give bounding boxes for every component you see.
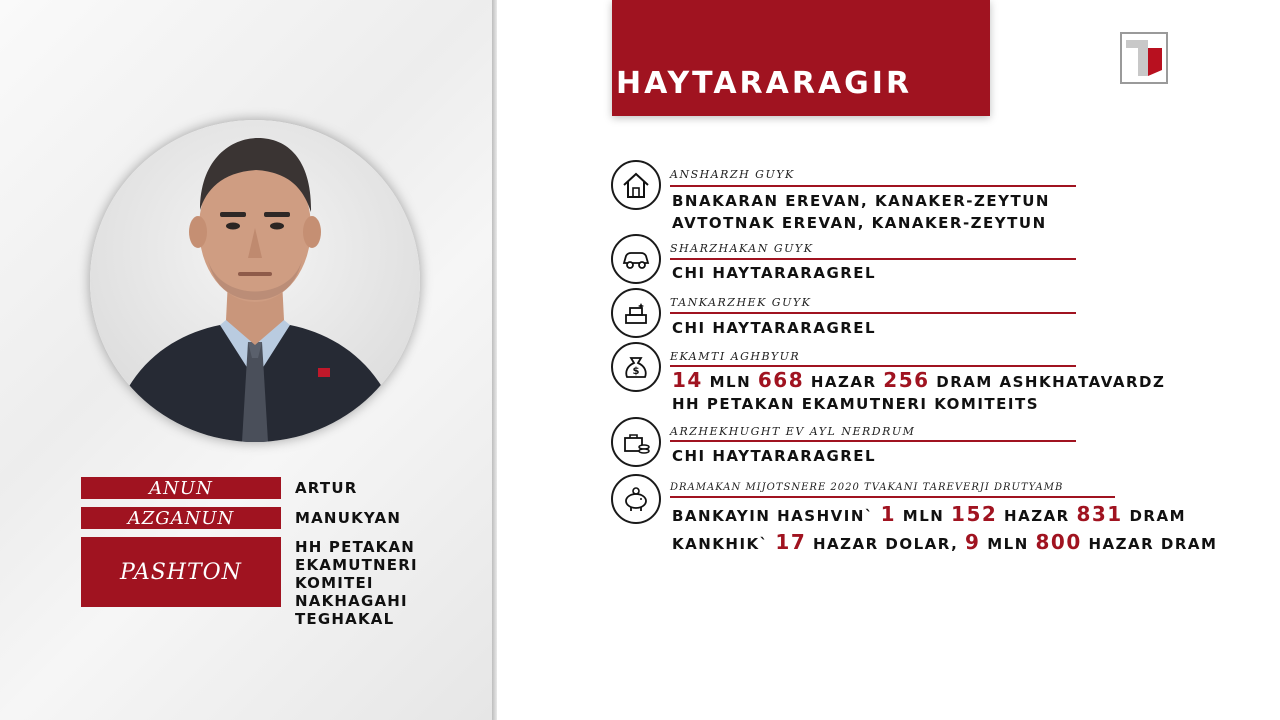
amount-number: 17 xyxy=(775,530,807,554)
section-value: CHI HAYTARARAGREL xyxy=(672,319,877,337)
section-label: ANSHARZH GUYK xyxy=(670,168,795,181)
amount-number: 668 xyxy=(757,368,805,392)
last-name-value: MANUKYAN xyxy=(295,509,402,527)
amount-unit: MLN xyxy=(987,535,1029,553)
first-name-label: ANUN xyxy=(81,477,281,499)
section-label: TANKARZHEK GUYK xyxy=(670,296,812,309)
income-line-2: HH PETAKAN EKAMUTNERI KOMITEITS xyxy=(672,395,1040,413)
svg-text:$: $ xyxy=(632,366,640,377)
amount-number: 14 xyxy=(672,368,703,392)
cash-label: KANKHIK` xyxy=(672,535,769,553)
amount-number: 1 xyxy=(880,502,897,526)
section-value: CHI HAYTARARAGREL xyxy=(672,447,877,465)
position-line: HH PETAKAN xyxy=(295,538,416,556)
position-label: PASHTON xyxy=(81,537,281,607)
position-value xyxy=(295,538,418,628)
section-label: DRAMAKAN MIJOTSNERE 2020 TVAKANI TAREVERJI DRUTYAMB xyxy=(670,482,1064,493)
house-icon xyxy=(611,160,661,210)
amount-unit: HAZAR xyxy=(1004,507,1070,525)
gold-bars-icon xyxy=(611,288,661,338)
amount-unit: DRAM ASHKHATAVARDZ xyxy=(936,373,1166,391)
position-line: KOMITEI NAKHAGAHI xyxy=(295,574,408,610)
income-line-1 xyxy=(672,369,1165,393)
bank-label: BANKAYIN HASHVIN` xyxy=(672,507,874,525)
amount-unit: MLN xyxy=(902,507,945,525)
section-value xyxy=(672,190,1050,234)
section-divider xyxy=(670,440,1076,442)
amount-unit: MLN xyxy=(709,373,752,391)
section-label: ARZHEKHUGHT EV AYL NERDRUM xyxy=(670,425,916,438)
money-bag-icon xyxy=(611,342,661,392)
section-divider xyxy=(670,312,1076,314)
amount-number: 152 xyxy=(951,502,998,526)
briefcase-coins-icon xyxy=(611,417,661,467)
first-name-value: ARTUR xyxy=(295,479,358,497)
amount-unit: HAZAR DRAM xyxy=(1088,535,1218,553)
section-divider xyxy=(670,365,1076,367)
piggy-bank-icon xyxy=(611,474,661,524)
channel-1-logo-icon xyxy=(1120,32,1168,84)
cash-line xyxy=(672,529,1217,557)
position-line: EKAMUTNERI xyxy=(295,556,418,574)
amount-number: 831 xyxy=(1076,502,1123,526)
amount-unit: HAZAR DOLAR, xyxy=(812,535,959,553)
section-value: CHI HAYTARARAGREL xyxy=(672,264,877,282)
page-title: HAYTARARAGIR xyxy=(616,66,913,101)
income-value xyxy=(672,369,1165,415)
section-label: EKAMTI AGHBYUR xyxy=(670,350,801,363)
portrait-photo xyxy=(90,120,420,442)
section-label: SHARZHAKAN GUYK xyxy=(670,242,814,255)
position-line: TEGHAKAL xyxy=(295,610,395,628)
amount-unit: HAZAR xyxy=(810,373,877,391)
section-divider xyxy=(670,496,1115,498)
last-name-label: AZGANUN xyxy=(81,507,281,529)
amount-number: 256 xyxy=(883,368,930,392)
amount-number: 9 xyxy=(965,530,981,554)
car-icon xyxy=(611,234,661,284)
money-value xyxy=(672,501,1217,557)
amount-unit: DRAM xyxy=(1129,507,1186,525)
value-line: BNAKARAN EREVAN, KANAKER-ZEYTUN xyxy=(672,192,1050,210)
amount-number: 800 xyxy=(1035,530,1082,554)
section-divider xyxy=(670,258,1076,260)
value-line: AVTOTNAK EREVAN, KANAKER-ZEYTUN xyxy=(672,214,1047,232)
bank-account-line xyxy=(672,501,1217,529)
section-divider xyxy=(670,185,1076,187)
